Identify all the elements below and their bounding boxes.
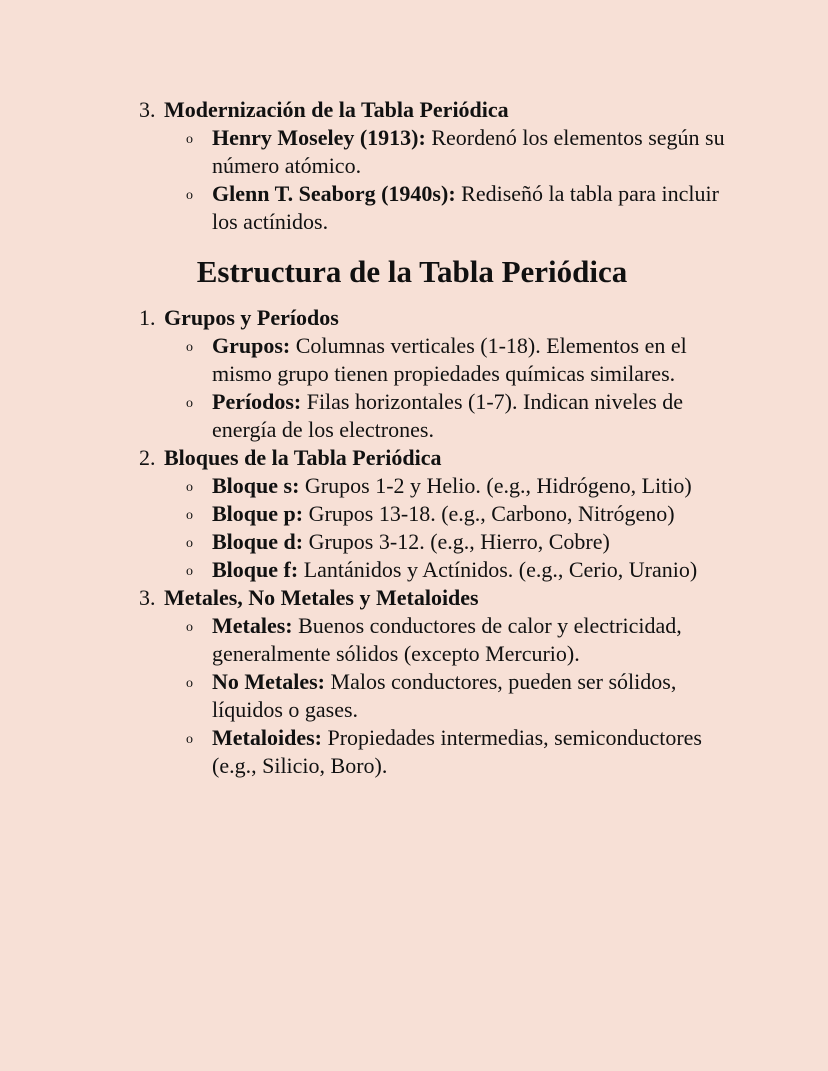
section-title: 2. Bloques de la Tabla Periódica xyxy=(139,445,442,470)
hollow-bullet-icon: o xyxy=(186,508,193,523)
sub-list xyxy=(0,124,828,236)
list-item: o Bloque p: Grupos 13-18. (e.g., Carbono, Nitrógeno) xyxy=(0,500,828,528)
hollow-bullet-icon: o xyxy=(186,340,193,355)
hollow-bullet-icon: o xyxy=(186,564,193,579)
hollow-bullet-icon: o xyxy=(186,620,193,635)
page-heading: Estructura de la Tabla Periódica xyxy=(196,254,628,289)
list-item: o Bloque s: Grupos 1-2 y Helio. (e.g., Hidrógeno, Litio) xyxy=(0,472,828,500)
list-item: o Bloque f: Lantánidos y Actínidos. (e.g., Cerio, Uranio) xyxy=(0,556,828,584)
list-item: o Períodos: Filas horizontales (1-7). Indican niveles de energía de los electrones. xyxy=(186,389,684,442)
sub-list xyxy=(0,612,828,780)
hollow-bullet-icon: o xyxy=(186,732,193,747)
section-metales xyxy=(0,584,828,780)
section-number: 2. xyxy=(139,445,156,470)
list-item: o Glenn T. Seaborg (1940s): Rediseñó la tabla para incluir los actínidos. xyxy=(186,181,719,234)
hollow-bullet-icon: o xyxy=(186,480,193,495)
list-item: o Metaloides: Propiedades intermedias, semiconductores (e.g., Silicio, Boro). xyxy=(186,725,702,778)
section-number: 3. xyxy=(139,585,156,610)
hollow-bullet-icon: o xyxy=(186,536,193,551)
sub-list xyxy=(0,472,828,584)
hollow-bullet-icon: o xyxy=(186,396,193,411)
section-title: 3. Metales, No Metales y Metaloides xyxy=(139,585,479,610)
list-item: o Grupos: Columnas verticales (1-18). Elementos en el mismo grupo tienen propiedades químicas similares. xyxy=(186,333,687,386)
hollow-bullet-icon: o xyxy=(186,132,193,147)
sub-list xyxy=(0,332,828,444)
list-item: o Henry Moseley (1913): Reordenó los elementos según su número atómico. xyxy=(186,125,725,178)
hollow-bullet-icon: o xyxy=(186,676,193,691)
section-title: 3. Modernización de la Tabla Periódica xyxy=(139,97,509,122)
list-item: o Metales: Buenos conductores de calor y electricidad, generalmente sólidos (excepto Mercurio). xyxy=(186,613,682,666)
section-modernizacion xyxy=(0,96,828,236)
section-number: 1. xyxy=(139,305,156,330)
section-title: 1. Grupos y Períodos xyxy=(139,305,339,330)
list-item: o No Metales: Malos conductores, pueden ser sólidos, líquidos o gases. xyxy=(186,669,677,722)
section-grupos-periodos xyxy=(0,304,828,444)
section-number: 3. xyxy=(139,97,156,122)
hollow-bullet-icon: o xyxy=(186,188,193,203)
section-bloques xyxy=(0,444,828,584)
list-item: o Bloque d: Grupos 3-12. (e.g., Hierro, Cobre) xyxy=(0,528,828,556)
